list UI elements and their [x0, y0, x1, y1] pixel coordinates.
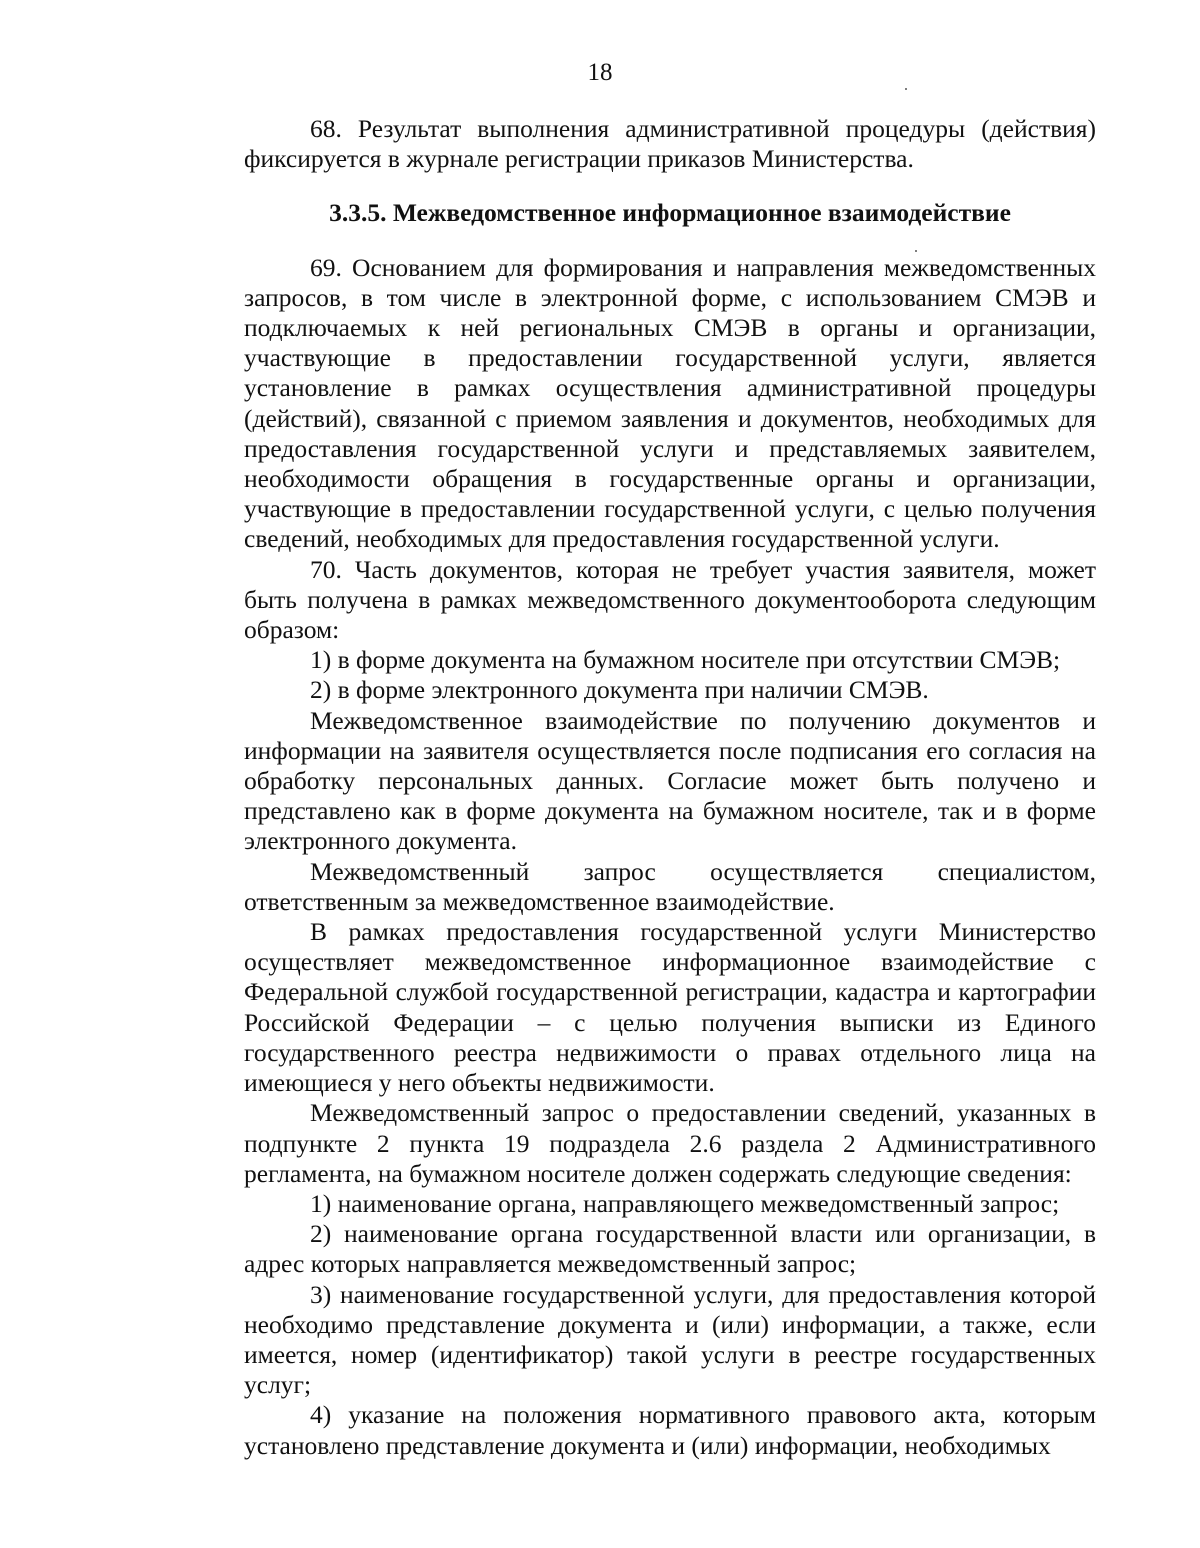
- request-item-3: 3) наименование государственной услуги, для предоставления которой необходимо представление документа и (или) информации, а также, если имеется, номер (идентификатор) такой услуги в реестре государственных услуг;: [244, 1279, 1096, 1400]
- section-heading: 3.3.5. Межведомственное информационное взаимодействие: [329, 198, 1011, 228]
- paragraph-68: 68. Результат выполнения административной процедуры (действия) фиксируется в журнале регистрации приказов Министерства.: [244, 114, 1096, 174]
- body-text: [244, 114, 1096, 1461]
- request-item-1: 1) наименование органа, направляющего межведомственный запрос;: [310, 1188, 1060, 1218]
- list-item-70-2: 2) в форме электронного документа при наличии СМЭВ.: [310, 675, 929, 705]
- request-item-4: 4) указание на положения нормативного правового акта, которым установлено представление документа и (или) информации, необходимых: [244, 1400, 1096, 1460]
- paragraph-request-content: Межведомственный запрос о предоставлении сведений, указанных в подпункте 2 пункта 19 подраздела 2.6 раздела 2 Административного регламента, на бумажном носителе должен содержать следующие сведения:: [244, 1098, 1096, 1188]
- scan-speck: [905, 88, 907, 90]
- request-item-2: 2) наименование органа государственной власти или организации, в адрес которых направляется межведомственный запрос;: [244, 1219, 1096, 1279]
- list-item-70-1: 1) в форме документа на бумажном носителе при отсутствии СМЭВ;: [310, 645, 1061, 675]
- paragraph-rosreestr: В рамках предоставления государственной услуги Министерство осуществляет межведомственное информационное взаимодействие с Федеральной службой государственной регистрации, кадастра и картографии Российской Федерации – с целью получения выписки из Единого государственного реестра недвижимости о правах отдельного лица на имеющиеся у него объекты недвижимости.: [244, 917, 1096, 1098]
- paragraph-specialist: Межведомственный запрос осуществляется специалистом, ответственным за межведомственное взаимодействие.: [244, 856, 1096, 916]
- paragraph-70: 70. Часть документов, которая не требует участия заявителя, может быть получена в рамках межведомственного документооборота следующим образом:: [244, 554, 1096, 645]
- page-number: 18: [587, 59, 613, 86]
- paragraph-consent: Межведомственное взаимодействие по получению документов и информации на заявителя осуществляется после подписания его согласия на обработку персональных данных. Согласие может быть получено и представлено как в форме документа на бумажном носителе, так и в форме электронного документа.: [244, 705, 1096, 856]
- paragraph-69: 69. Основанием для формирования и направления межведомственных запросов, в том числе в электронной форме, с использованием СМЭВ и подключаемых к ней региональных СМЭВ в органы и организации, участвующие в предоставлении государственной услуги, является установление в рамках осуществления административной процедуры (действий), связанной с приемом заявления и документов, необходимых для предоставления государственной услуги и представляемых заявителем, необходимости обращения в государственные органы и организации, участвующие в предоставлении государственной услуги, с целью получения сведений, необходимых для предоставления государственной услуги.: [244, 252, 1096, 554]
